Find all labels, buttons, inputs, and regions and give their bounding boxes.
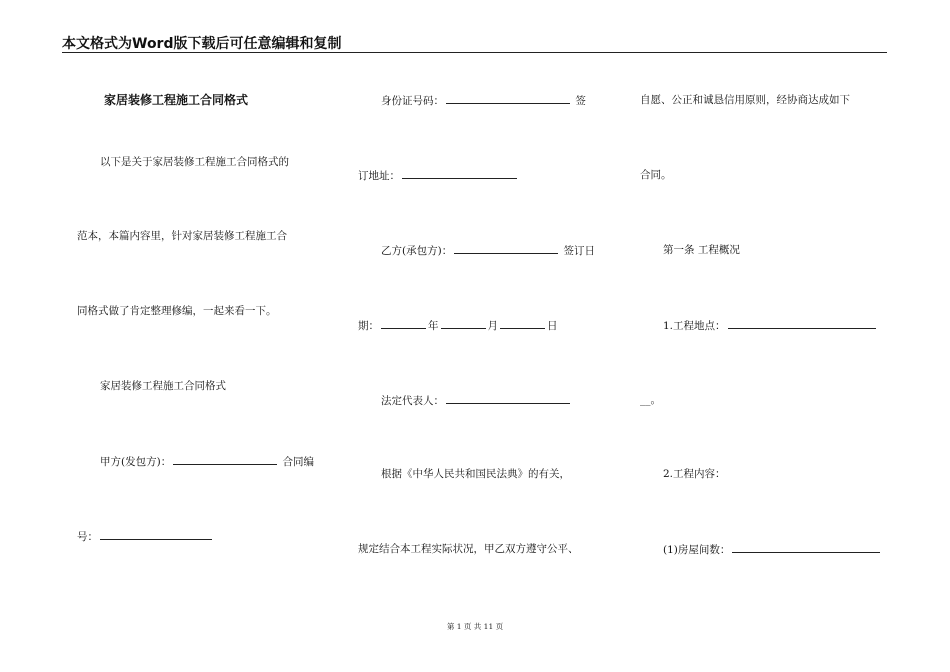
legal-rep-line xyxy=(381,393,572,408)
party-b-line xyxy=(381,243,595,258)
legal-rep-label: 法定代表人： xyxy=(381,395,444,407)
sign-address-line xyxy=(358,168,519,183)
rooms-line xyxy=(663,542,882,557)
sign-address-label: 订地址： xyxy=(358,170,400,182)
contract-no-label-2: 号： xyxy=(77,531,98,543)
sign-date-label: 签订日 xyxy=(563,245,596,257)
contract-no-blank xyxy=(100,529,212,540)
page-footer: 第 1 页 共 11 页 xyxy=(446,622,504,631)
location-tail: __。 xyxy=(640,394,661,406)
party-a-line xyxy=(100,454,314,469)
header-title: 本文格式为Word版下载后可任意编辑和复制 xyxy=(62,36,342,52)
day-blank xyxy=(500,318,545,329)
year-label: 年 xyxy=(428,320,439,332)
location-line xyxy=(663,318,878,333)
principle-line-2: 合同。 xyxy=(640,169,672,181)
principle-line-1: 自愿、公正和诚恳信用原则，经协商达成如下 xyxy=(640,94,850,106)
contract-no-line xyxy=(77,529,214,544)
intro-line-3: 同格式做了肯定整理修编，一起来看一下。 xyxy=(77,305,277,317)
month-label: 月 xyxy=(487,320,498,332)
id-number-line xyxy=(381,93,586,108)
rooms-blank xyxy=(732,542,880,553)
rooms-label: (1)房屋间数： xyxy=(663,544,731,556)
contract-no-label: 合同编 xyxy=(282,456,315,468)
location-blank xyxy=(728,318,876,329)
date-line xyxy=(358,318,558,333)
party-b-label: 乙方(承包方)： xyxy=(381,245,453,257)
location-label: 1.工程地点： xyxy=(663,320,726,332)
sign-label: 签 xyxy=(575,95,586,107)
id-blank xyxy=(446,93,570,104)
party-a-blank xyxy=(173,454,277,465)
article-1-heading: 第一条 工程概况 xyxy=(663,244,740,256)
basis-line-2: 规定结合本工程实际状况，甲乙双方遵守公平、 xyxy=(358,543,579,555)
year-blank xyxy=(381,318,426,329)
contract-subtitle: 家居装修工程施工合同格式 xyxy=(100,380,226,392)
header-rule xyxy=(62,52,887,53)
intro-line-1: 以下是关于家居装修工程施工合同格式的 xyxy=(100,156,289,168)
document-title: 家居装修工程施工合同格式 xyxy=(104,93,249,107)
legal-rep-blank xyxy=(446,393,570,404)
day-label: 日 xyxy=(547,320,558,332)
month-blank xyxy=(441,318,486,329)
party-b-blank xyxy=(454,243,558,254)
date-prefix: 期： xyxy=(358,320,379,332)
party-a-label: 甲方(发包方)： xyxy=(100,456,172,468)
intro-line-2: 范本，本篇内容里，针对家居装修工程施工合 xyxy=(77,230,287,242)
content-label: 2.工程内容： xyxy=(663,468,726,480)
basis-line-1: 根据《中华人民共和国民法典》的有关， xyxy=(381,468,570,480)
sign-address-blank xyxy=(402,168,517,179)
id-label: 身份证号码： xyxy=(381,95,444,107)
